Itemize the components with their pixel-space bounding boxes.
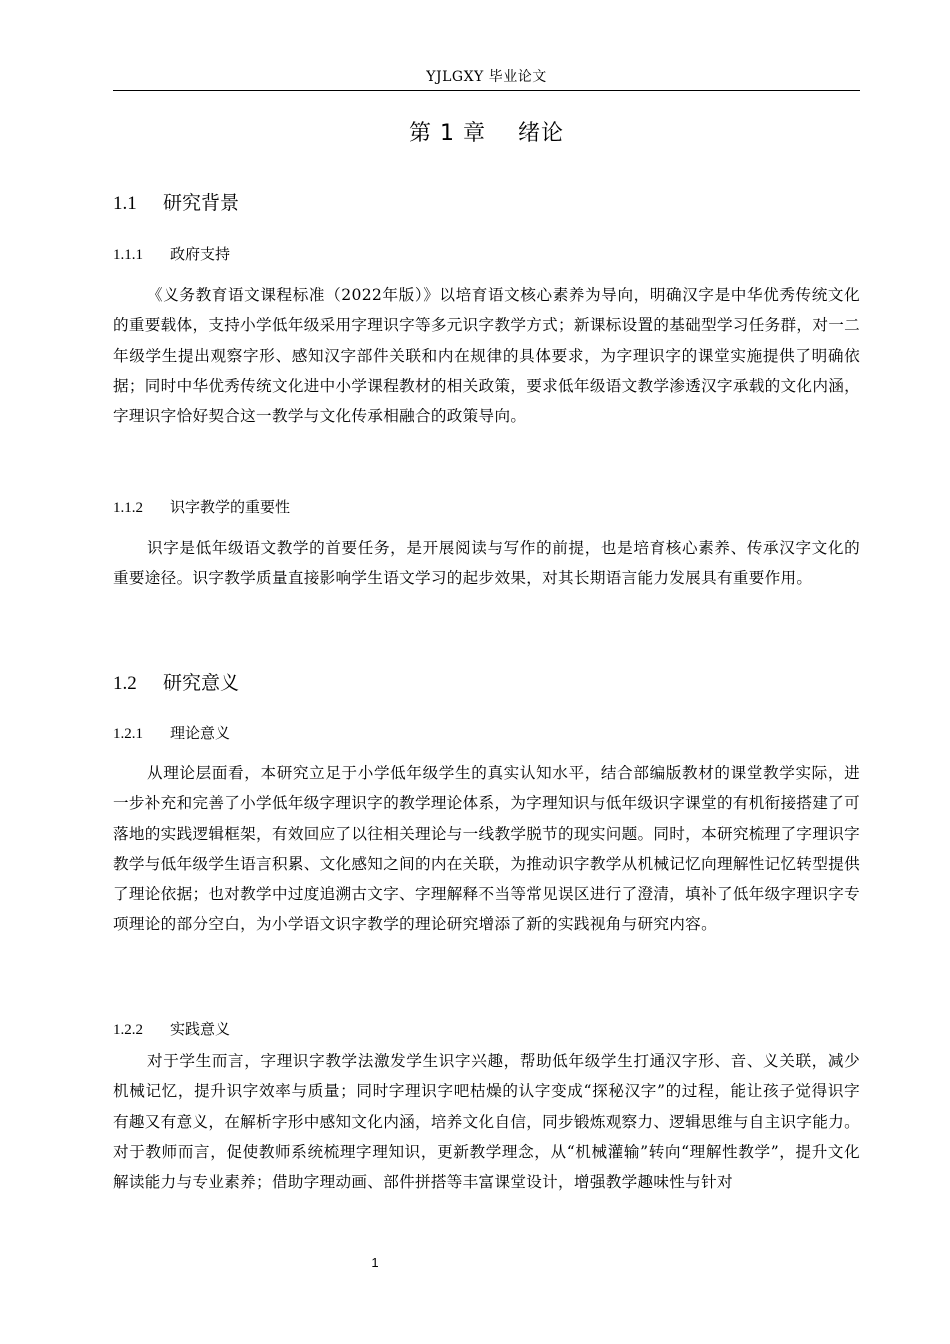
paragraph-practical-significance: 对于学生而言，字理识字教学法激发学生识字兴趣，帮助低年级学生打通汉字形、音、义关联，减少机械记忆，提升识字效率与质量；同时字理识字吧枯燥的认字变成“探秘汉字”的过程，能让孩子觉得识字有趣又有意义，在解析字形中感知文化内涵，培养文化自信，同步锻炼观察力、逻辑思维与自主识字能力。对于教师而言，促使教师系统梳理字理知识，更新教学理念，从“机械灌输”转向“理解性教学”，提升文化解读能力与专业素养；借助字理动画、部件拼搭等丰富课堂设计，增强教学趣味性与针对: [113, 1052, 861, 1192]
subsection-heading-1-1-1: [113, 243, 230, 264]
subsection-title: 识字教学的重要性: [170, 498, 291, 516]
paragraph-theoretical-significance: 从理论层面看，本研究立足于小学低年级学生的真实认知水平，结合部编版教材的课堂教学实际，进一步补充和完善了小学低年级字理识字的教学理论体系，为字理知识与低年级识字课堂的有机衔接搭建了可落地的实践逻辑框架，有效回应了以往相关理论与一线教学脱节的现实问题。同时，本研究梳理了字理识字教学与低年级学生语言积累、文化感知之间的内在关联，为推动识字教学从机械记忆向理解性记忆转型提供了理论依据；也对教学中过度追溯古文字、字理解释不当等常见误区进行了澄清，填补了低年级字理识字专项理论的部分空白，为小学语文识字教学的理论研究增添了新的实践视角与研究内容。: [113, 764, 861, 934]
subsection-title: 理论意义: [170, 724, 231, 742]
section-number: 1.2: [113, 673, 137, 694]
running-header: YJLGXY 毕业论文: [426, 69, 547, 85]
header-rule: [113, 90, 860, 91]
section-heading-1-2: [113, 668, 239, 695]
subsection-title: 政府支持: [170, 245, 231, 263]
subsection-number: 1.1.2: [113, 500, 143, 516]
section-number: 1.1: [113, 193, 137, 214]
section-heading-1-1: [113, 188, 239, 215]
section-title: 研究意义: [163, 672, 240, 694]
section-title: 研究背景: [163, 192, 240, 214]
paragraph-literacy-importance: 识字是低年级语文教学的首要任务，是开展阅读与写作的前提，也是培育核心素养、传承汉字文化的重要途径。识字教学质量直接影响学生语文学习的起步效果，对其长期语言能力发展具有重要作用。: [113, 539, 860, 588]
subsection-number: 1.2.1: [113, 726, 143, 742]
subsection-heading-1-2-2: [113, 1018, 230, 1039]
subsection-title: 实践意义: [170, 1020, 231, 1038]
subsection-number: 1.2.2: [113, 1022, 143, 1038]
page-number: 1: [371, 1255, 379, 1270]
subsection-heading-1-2-1: [113, 722, 230, 743]
subsection-number: 1.1.1: [113, 247, 143, 263]
chapter-title: 第 1 章 绪论: [409, 121, 564, 146]
paragraph-government-support: 《义务教育语文课程标准（2022年版）》以培育语文核心素养为导向，明确汉字是中华优秀传统文化的重要载体，支持小学低年级采用字理识字等多元识字教学方式；新课标设置的基础型学习任务群，对一二年级学生提出观察字形、感知汉字部件关联和内在规律的具体要求，为字理识字的课堂实施提供了明确依据；同时中华优秀传统文化进中小学课程教材的相关政策，要求低年级语文教学渗透汉字承载的文化内涵，字理识字恰好契合这一教学与文化传承相融合的政策导向。: [113, 286, 861, 426]
subsection-heading-1-1-2: [113, 496, 290, 517]
